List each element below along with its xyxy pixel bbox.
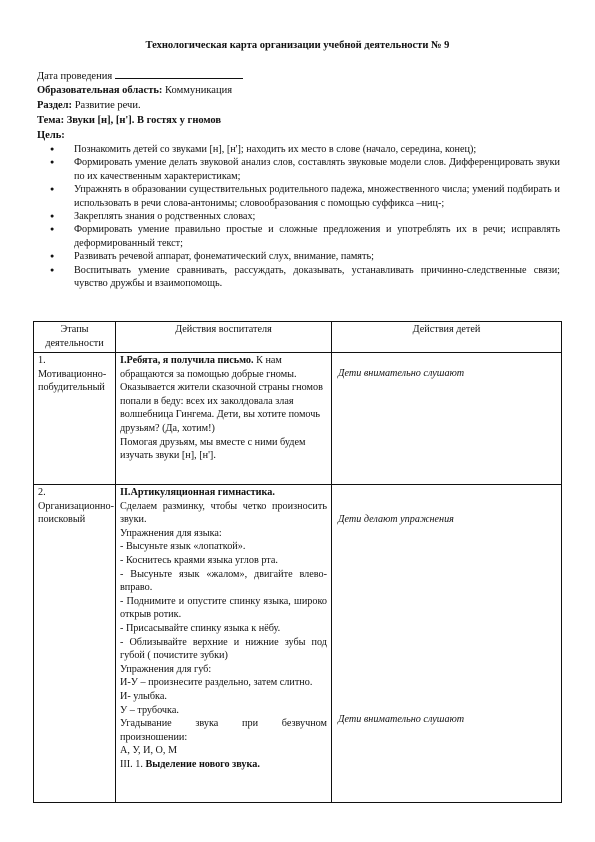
teacher-line: Упражнения для губ: [120, 663, 212, 675]
section-label: Раздел: [37, 100, 73, 111]
date-blank [115, 68, 243, 79]
goals-list [37, 143, 560, 290]
topic-line [37, 113, 562, 128]
topic-label: Тема: [37, 115, 65, 126]
header-teacher: Действия воспитателя [116, 322, 332, 353]
children-action: Дети делают упражнения [338, 514, 454, 525]
teacher-text: К нам обращаются за помощью добрые гномы. Оказывается жители сказочной страны гномов попали в беду: всех их заколдовала злая волшебница Гингема. Дети, вы хотите помочь друзьям? (Да, хотим!) [120, 355, 323, 434]
teacher-cell [116, 353, 332, 485]
goal-item: ● Познакомить детей со звуками [н], [н']; находить их место в слове (начало, середина, конец); [74, 143, 560, 156]
goal-item: ● Развивать речевой аппарат, фонематический слух, внимание, память; [74, 250, 560, 263]
teacher-text-2: Помогая друзьям, мы вместе с ними будем изучать звуки [н], [н']. [120, 436, 306, 462]
stage-number: 1. [38, 355, 46, 366]
children-action: Дети внимательно слушают [338, 368, 465, 379]
teacher-line: - Присасывайте спинку языка к нёбу. [120, 622, 281, 634]
children-cell [332, 485, 562, 803]
goal-item: ● Формировать умение делать звуковой анализ слов, составлять звуковые модели слов. Дифференцировать звуки по их качественным характеристикам; [74, 156, 560, 183]
goal-item: ● Воспитывать умение сравнивать, рассуждать, доказывать, устанавливать причинно-следственные связи; чувство дружбы и взаимопомощь. [74, 264, 560, 291]
goal-label: Цель: [37, 130, 65, 141]
table-row [34, 353, 562, 485]
header-children: Действия детей [332, 322, 562, 353]
teacher-line: И- улыбка. [120, 690, 167, 702]
teacher-line-last [120, 758, 327, 772]
teacher-line: Угадывание звука при безвучном произношении: [120, 718, 327, 743]
goal-item: ● Формировать умение правильно простые и сложные предложения и употреблять их в речи; исправлять деформированный текст; [74, 223, 560, 250]
stage-number: 2. [38, 487, 46, 498]
date-line [37, 68, 562, 83]
section-prefix: III. 1. [120, 758, 143, 770]
teacher-line: У – трубочка. [120, 704, 179, 716]
topic-value: Звуки [н], [н']. В гостях у гномов [66, 115, 222, 126]
teacher-cell [116, 485, 332, 803]
children-cell [332, 353, 562, 485]
teacher-line: - Облизывайте верхние и нижние зубы под губой ( почистите зубки) [120, 636, 327, 662]
teacher-line: - Коснитесь краями языка углов рта. [120, 554, 278, 566]
goal-line [37, 128, 562, 143]
stage-cell [34, 353, 116, 485]
table-header-row [34, 322, 562, 353]
area-value: Коммуникация [165, 85, 233, 96]
stage-name: Организационно-поисковый [38, 500, 114, 526]
stage-cell [34, 485, 116, 803]
teacher-heading: II.Артикуляционная гимнастика. [120, 487, 275, 498]
header-stages: Этапы деятельности [34, 322, 116, 353]
teacher-line: - Высуньте язык «лопаткой». [120, 541, 246, 553]
goal-item: ● Закреплять знания о родственных словах; [74, 210, 560, 223]
section-value: Развитие речи. [74, 100, 141, 111]
area-label: Образовательная область: [37, 85, 163, 96]
teacher-heading: I.Ребята, я получила письмо. [120, 355, 254, 366]
area-line [37, 83, 562, 98]
section-heading: Выделение нового звука. [145, 758, 260, 770]
teacher-line: - Высуньте язык «жалом», двигайте влево-вправо. [120, 568, 327, 594]
meta-block [37, 68, 562, 143]
teacher-line: И-У – произнесите раздельно, затем слитно. [120, 677, 313, 689]
activity-table [33, 321, 562, 803]
teacher-line: - Поднимите и опустите спинку языка, широко открыв ротик. [120, 595, 327, 621]
table-row [34, 485, 562, 803]
teacher-line: А, У, И, О, М [120, 745, 178, 757]
children-action: Дети внимательно слушают [338, 714, 465, 725]
section-line [37, 98, 562, 113]
teacher-line: Упражнения для языка: [120, 527, 222, 539]
teacher-line: Сделаем разминку, чтобы четко произносить звуки. [120, 500, 327, 526]
stage-name: Мотивационно-побудительный [38, 368, 107, 394]
goal-item: ● Упражнять в образовании существительных родительного падежа, множественного числа; умений подбирать и использовать в речи слова-антонимы; словообразования с помощью суффикса –ниц-; [74, 183, 560, 210]
document-title: Технологическая карта организации учебной деятельности № 9 [145, 40, 450, 51]
date-label: Дата проведения [37, 71, 113, 82]
